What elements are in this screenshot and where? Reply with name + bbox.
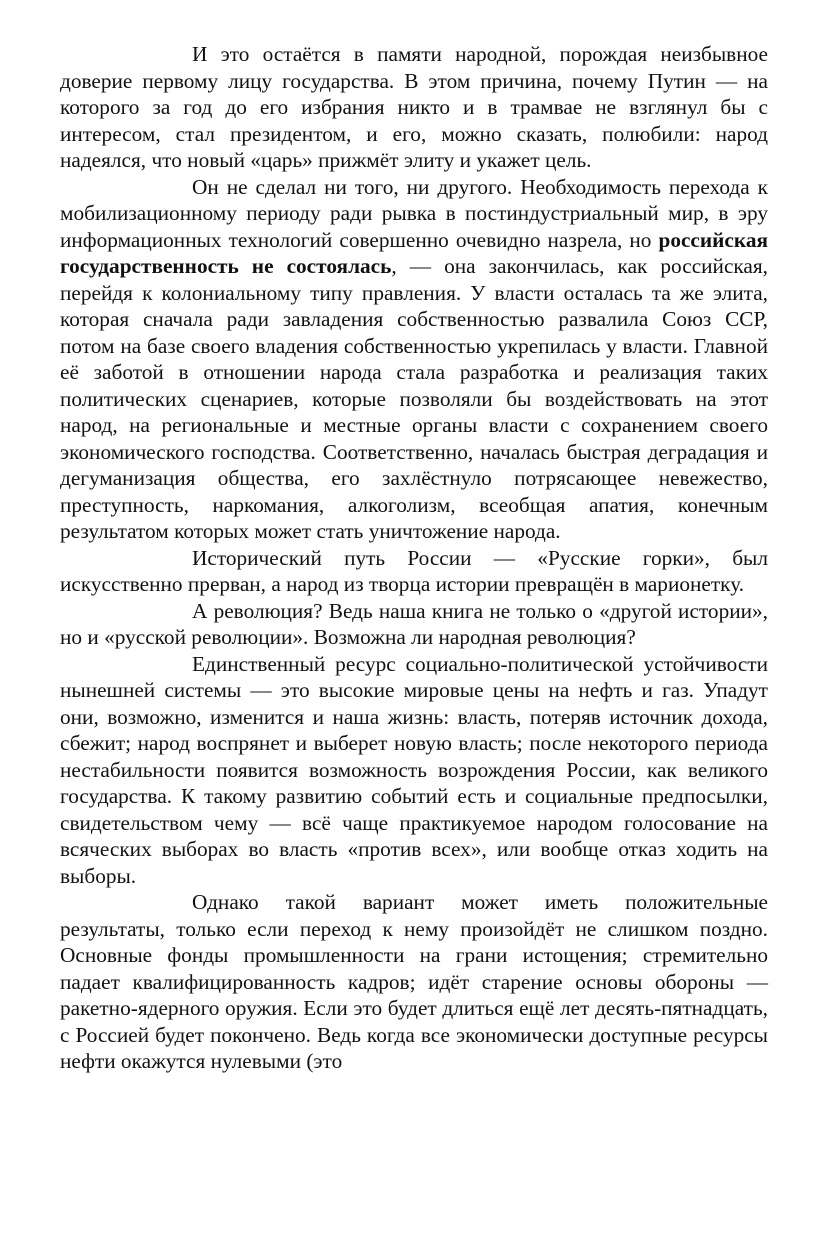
document-page [60,41,768,1075]
paragraph-2 [60,174,768,545]
paragraph-3: Исторический путь России — «Русские горки», был искусственно прерван, а народ из творца истории превращён в марионетку. [60,545,768,596]
paragraph-1: И это остаётся в памяти народной, порождая неизбывное доверие первому лицу государства. В этом причина, почему Путин — на которого за год до его избрания никто и в трамвае не взглянул бы с интересом, стал президентом, и его, можно сказать, полюбили: народ надеялся, что новый «царь» прижмёт элиту и укажет цель. [60,42,768,172]
paragraph-2-text-start: Он не сделал ни того, ни другого. Необходимость перехода к мобилизационному периоду ради рывка в постиндустриальный мир, в эру информационных технологий совершенно очевидно назрела, но [60,174,768,252]
paragraph-6: Однако такой вариант может иметь положительные результаты, только если переход к нему произойдёт не слишком поздно. Основные фонды промышленности на грани истощения; стремительно падает квалифицированность кадров; идёт старение основы обороны — ракетно-ядерного оружия. Если это будет длиться ещё лет десять-пятнадцать, с Россией будет покончено. Ведь когда все экономически доступные ресурсы нефти окажутся нулевыми (это [60,890,768,1073]
paragraph-4: А революция? Ведь наша книга не только о «другой истории», но и «русской революции». Возможна ли народная революция? [60,598,768,649]
paragraph-2-bold-phrase: российская государственность не состоялась [60,227,768,278]
paragraph-5: Единственный ресурс социально-политической устойчивости нынешней системы — это высокие мировые цены на нефть и газ. Упадут они, возможно, изменится и наша жизнь: власть, потеряв источник дохода, сбежит; народ воспрянет и выберет новую власть; после некоторого периода нестабильности появится возможность возрождения России, как великого государства. К такому развитию событий есть и социальные предпосылки, свидетельством чему — всё чаще практикуемое народом голосование на всяческих выборах во власть «против всех», или вообще отказ ходить на выборы. [60,651,768,888]
paragraph-2-text-end: , — она закончилась, как российская, перейдя к колониальному типу правления. У власти осталась та же элита, которая сначала ради завладения собственностью развалила Союз ССР, потом на базе своего владения собственностью укрепилась у власти. Главной её заботой в отношении народа стала разработка и реализация таких политических сценариев, которые позволяли бы воздействовать на этот народ, на региональные и местные органы власти с сохранением своего экономического господства. Соответственно, началась быстрая деградация и дегуманизация общества, его захлёстнуло потрясающее невежество, преступность, наркомания, алкоголизм, всеобщая апатия, конечным результатом которых может стать уничтожение народа. [60,254,768,543]
